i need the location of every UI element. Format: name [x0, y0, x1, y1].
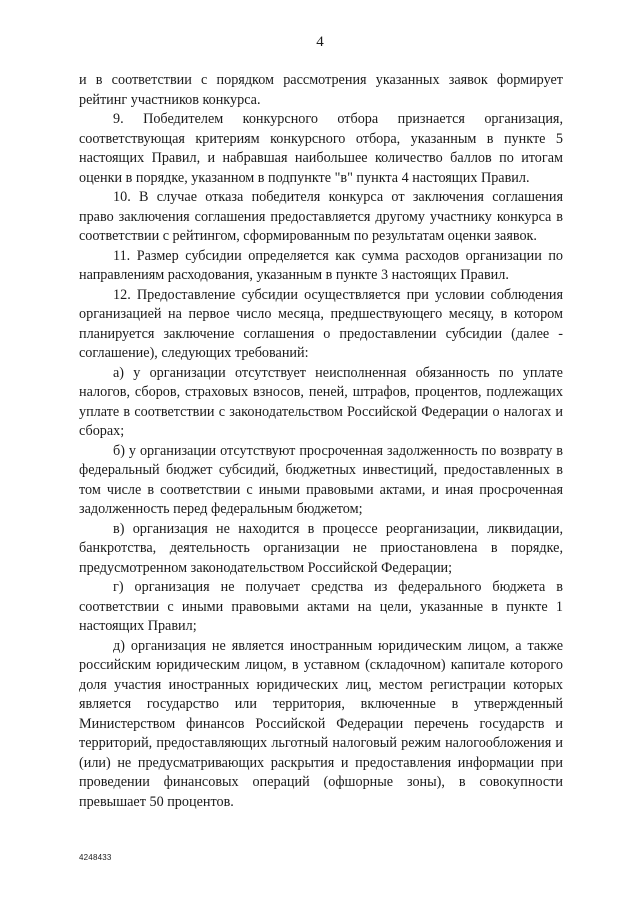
paragraph-continuation: и в соответствии с порядком рассмотрения указанных заявок формирует рейтинг участников конкурса.	[79, 72, 563, 108]
paragraph-subitem-a: а) у организации отсутствует неисполненная обязанность по уплате налогов, сборов, страховых взносов, пеней, штрафов, процентов, подлежащих уплате в соответствии с законодательством Российской Федерации о налогах и сборах;	[79, 364, 563, 439]
paragraph-subitem-d: д) организация не является иностранным юридическим лицом, а также российским юридическим лицом, в уставном (складочном) капитале которого доля участия иностранных юридических лиц, местом регистрации которых является государство или территория, включенные в утвержденный Министерством финансов Российской Федерации перечень государств и территорий, предоставляющих льготный налоговый режим налогообложения и (или) не предусматривающих раскрытия и предоставления информации при проведении финансовых операций (офшорные зоны), в совокупности превышает 50 процентов.	[79, 637, 563, 810]
paragraph-item-10: 10. В случае отказа победителя конкурса от заключения соглашения право заключения соглашения предоставляется другому участнику конкурса в соответствии с рейтингом, сформированным по результатам оценки заявок.	[79, 189, 563, 244]
document-body	[79, 71, 563, 812]
paragraph-item-9: 9. Победителем конкурсного отбора признается организация, соответствующая критериям конкурсного отбора, указанным в пункте 5 настоящих Правил, и набравшая наибольшее количество баллов по итогам оценки в порядке, указанном в подпункте "в" пункта 4 настоящих Правил.	[79, 111, 563, 186]
paragraph-subitem-v: в) организация не находится в процессе реорганизации, ликвидации, банкротства, деятельность организации не приостановлена в порядке, предусмотренном законодательством Российской Федерации;	[79, 520, 563, 576]
document-code: 4248433	[79, 853, 112, 862]
paragraph-subitem-g: г) организация не получает средства из федерального бюджета в соответствии с иными правовыми актами на цели, указанные в пункте 1 настоящих Правил;	[79, 579, 563, 634]
paragraph-item-12: 12. Предоставление субсидии осуществляется при условии соблюдения организацией на первое число месяца, предшествующего месяцу, в котором планируется заключение соглашения о предоставлении субсидии (далее - соглашение), следующих требований:	[79, 286, 563, 361]
page-number: 4	[316, 34, 324, 50]
paragraph-subitem-b: б) у организации отсутствуют просроченная задолженность по возврату в федеральный бюджет субсидий, бюджетных инвестиций, предоставленных в том числе в соответствии с иными правовыми актами, и иная просроченная задолженность перед федеральным бюджетом;	[79, 442, 563, 517]
paragraph-item-11: 11. Размер субсидии определяется как сумма расходов организации по направлениям расходования, указанным в пункте 3 настоящих Правил.	[79, 247, 563, 283]
